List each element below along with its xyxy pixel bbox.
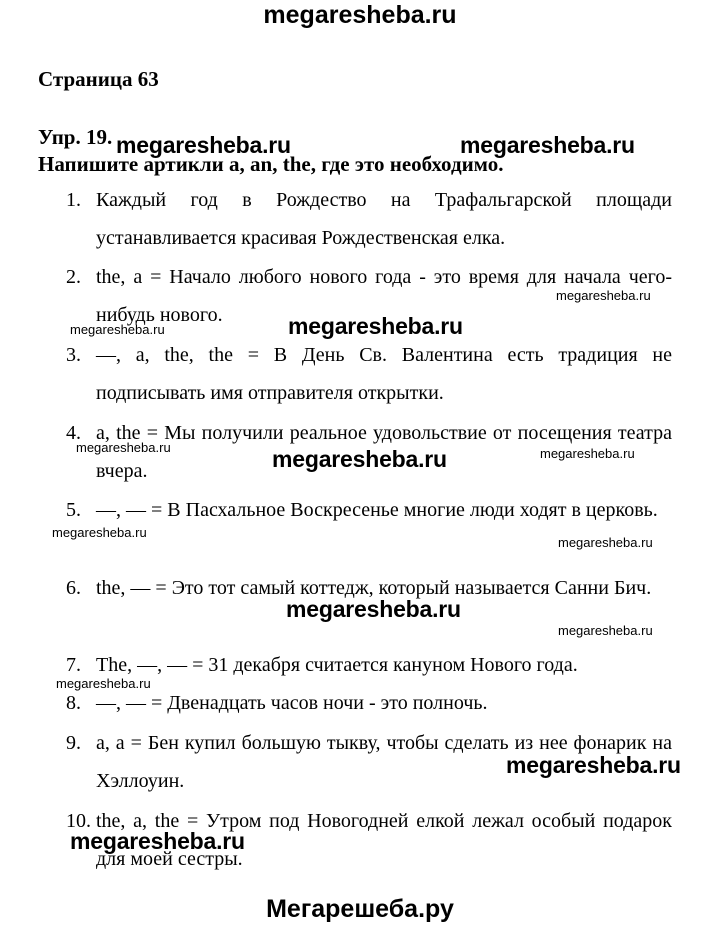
item-text: a, a = Бен купил большую тыкву, чтобы сделать из нее фонарик на Хэллоуин. — [96, 732, 672, 792]
watermark-small: megaresheba.ru — [558, 623, 653, 638]
watermark-small: megaresheba.ru — [52, 525, 147, 540]
item-number: 3. — [66, 344, 81, 366]
watermark-small: megaresheba.ru — [76, 440, 171, 455]
watermark-bold: megaresheba.ru — [286, 596, 461, 622]
watermark-bold: megaresheba.ru — [288, 313, 463, 339]
watermark-small: megaresheba.ru — [558, 535, 653, 550]
item-number: 6. — [66, 577, 81, 599]
item-text: the, — = Это тот самый коттедж, который называется Санни Бич. — [96, 577, 652, 599]
watermark-bold: megaresheba.ru — [460, 132, 635, 158]
footer-watermark: Мегарешеба.ру — [266, 895, 454, 923]
item-number: 4. — [66, 422, 81, 444]
watermark-bold: megaresheba.ru — [70, 828, 245, 854]
item-number: 8. — [66, 692, 81, 714]
list-item-1 — [66, 181, 672, 257]
exercise-label: Упр. 19. — [38, 125, 113, 149]
item-text: a, the = Мы получили реальное удовольствие от посещения театра вчера. — [96, 422, 672, 482]
list-item-8 — [66, 684, 672, 722]
list-item-3 — [66, 336, 672, 412]
list-item-7 — [66, 646, 672, 684]
watermark-small: megaresheba.ru — [556, 288, 651, 303]
item-number: 5. — [66, 499, 81, 521]
item-number: 2. — [66, 266, 81, 288]
page-title: Страница 63 — [38, 67, 159, 91]
item-text: Каждый год в Рождество на Трафальгарской площади устанавливается красивая Рождественская елка. — [96, 189, 672, 249]
item-text: the, a, the = Утром под Новогодней елкой лежал особый подарок для моей сестры. — [96, 810, 672, 870]
item-text: the, a = Начало любого нового года - это время для начала чего-нибудь нового. — [96, 266, 672, 326]
watermark-bold: megaresheba.ru — [272, 446, 447, 472]
list-item-5 — [66, 491, 672, 529]
item-text: —, a, the, the = В День Св. Валентина есть традиция не подписывать имя отправителя открытки. — [96, 344, 672, 404]
watermark-small: megaresheba.ru — [56, 676, 151, 691]
item-number: 7. — [66, 654, 81, 676]
item-text: —, — = Двенадцать часов ночи - это полночь. — [96, 692, 488, 714]
watermark-small: megaresheba.ru — [70, 322, 165, 337]
header-watermark: megaresheba.ru — [263, 1, 457, 29]
item-number: 9. — [66, 732, 81, 754]
item-number: 10. — [66, 810, 91, 832]
watermark-small: megaresheba.ru — [540, 446, 635, 461]
watermark-bold: megaresheba.ru — [116, 132, 291, 158]
watermark-bold: megaresheba.ru — [506, 752, 681, 778]
item-text: The, —, — = 31 декабря считается кануном Нового года. — [96, 654, 578, 676]
exercise-task: Напишите артикли a, an, the, где это необходимо. — [38, 152, 504, 176]
item-text: —, — = В Пасхальное Воскресенье многие люди ходят в церковь. — [96, 499, 658, 521]
item-number: 1. — [66, 189, 81, 211]
